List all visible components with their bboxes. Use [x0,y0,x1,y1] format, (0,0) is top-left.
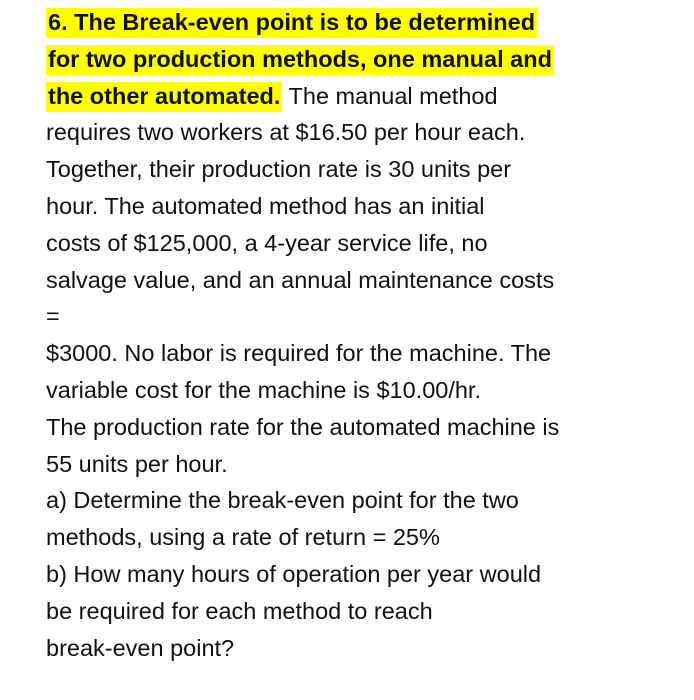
body-text: requires two workers at $16.50 per hour each. [46,119,526,146]
body-text: methods, using a rate of return = 25% [46,524,440,551]
body-text: break-even point? [46,634,235,661]
problem-line [46,446,676,483]
body-text: Together, their production rate is 30 units per [46,156,512,183]
problem-line [46,4,676,41]
body-text: salvage value, and an annual maintenance costs [46,266,555,293]
problem-line [46,78,676,115]
problem-line [46,151,676,188]
problem-line [46,335,676,372]
problem-line [46,114,676,151]
body-text: be required for each method to reach [46,597,433,624]
problem-line [46,262,676,299]
body-text: 55 units per hour. [46,450,228,477]
problem-text [46,4,676,666]
problem-line [46,188,676,225]
body-text: variable cost for the machine is $10.00/hr. [46,376,481,403]
body-text: costs of $125,000, a 4-year service life, no [46,229,488,256]
problem-line [46,41,676,78]
body-text: $3000. No labor is required for the machine. The [46,340,552,367]
body-text: hour. The automated method has an initial [46,192,485,219]
body-text: = [46,303,60,330]
problem-line [46,409,676,446]
problem-line [46,482,676,519]
highlighted-text: 6. The Break-even point is to be determined [46,8,537,38]
problem-line [46,298,676,335]
highlighted-text: the other automated. [46,82,282,112]
problem-line [46,372,676,409]
problem-line [46,556,676,593]
highlighted-text: for two production methods, one manual and [46,45,554,75]
body-text: The production rate for the automated machine is [46,413,560,440]
body-text: a) Determine the break-even point for the two [46,487,519,514]
problem-line [46,225,676,262]
problem-line [46,630,676,667]
problem-line [46,519,676,556]
body-text: The manual method [282,82,498,109]
problem-line [46,593,676,630]
body-text: b) How many hours of operation per year would [46,560,542,587]
